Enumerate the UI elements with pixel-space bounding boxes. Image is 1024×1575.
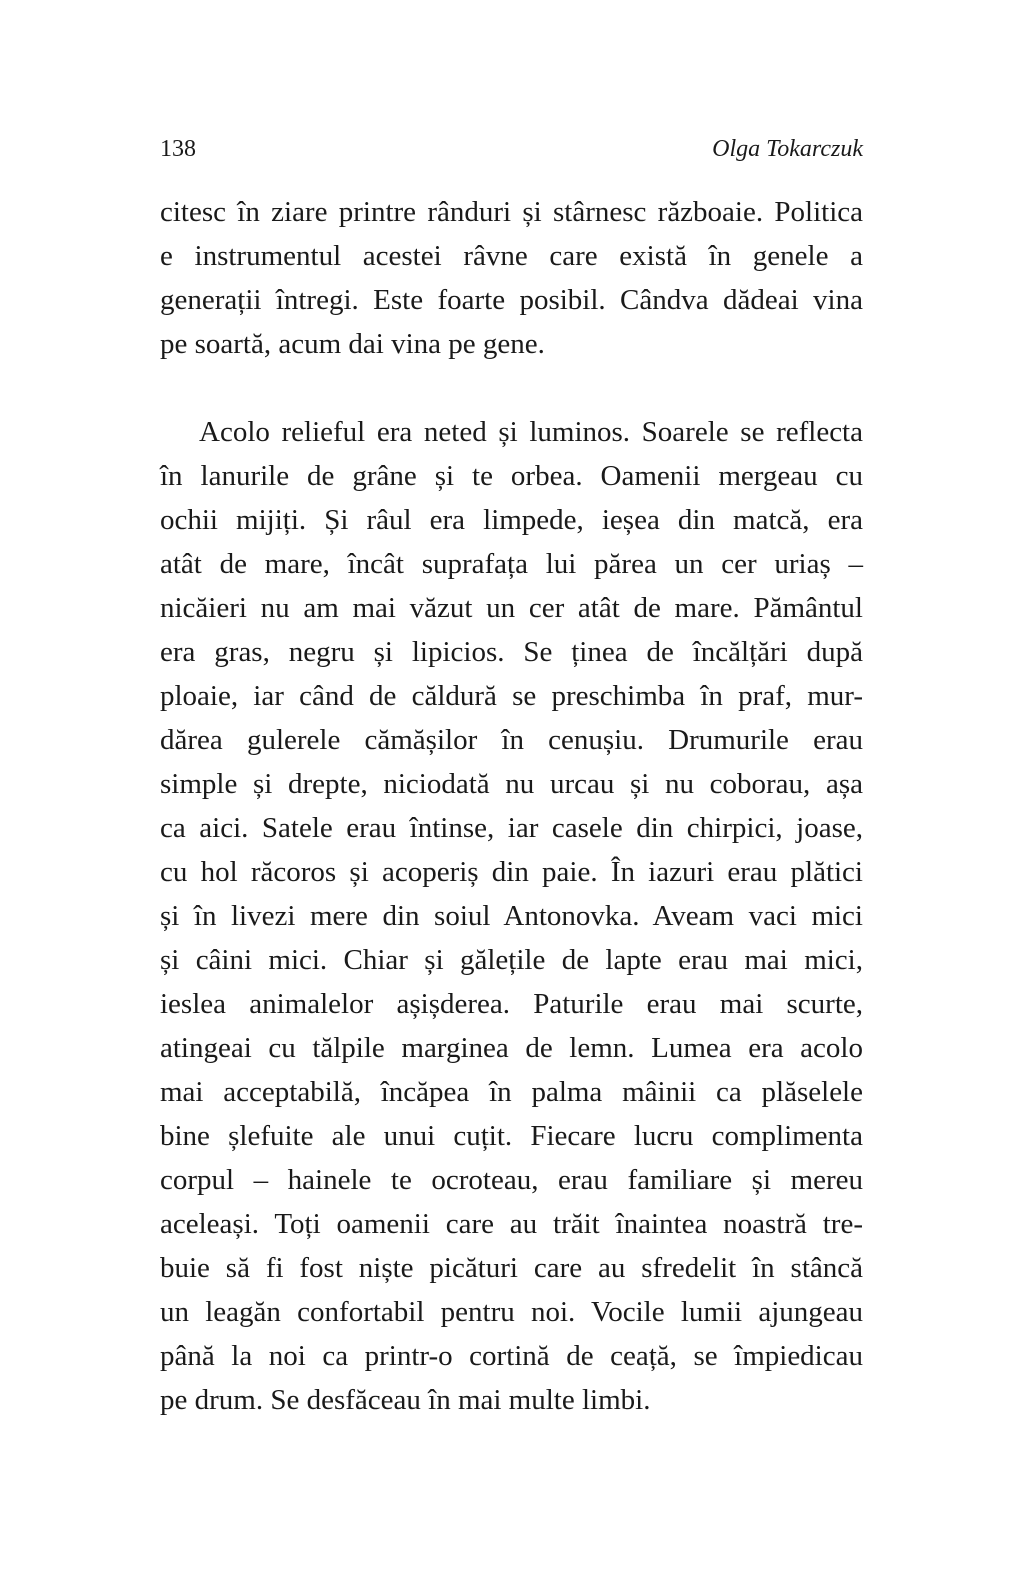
text-line: bine șlefuite ale unui cuțit. Fiecare lucru complimenta (160, 1120, 863, 1152)
text-line: cu hol răcoros și acoperiș din paie. În iazuri erau plătici (160, 856, 863, 888)
text-line: în lanurile de grâne și te orbea. Oamenii mergeau cu (160, 460, 863, 492)
text-line: ploaie, iar când de căldură se preschimba în praf, mur- (160, 680, 863, 712)
text-line: mai acceptabilă, încăpea în palma mâinii ca plăselele (160, 1076, 863, 1108)
page-number: 138 (160, 136, 196, 162)
running-head (160, 133, 863, 165)
text-line: era gras, negru și lipicios. Se ținea de încălțări după (160, 636, 863, 668)
text-line: până la noi ca printr-o cortină de ceață, se împiedicau (160, 1340, 863, 1372)
text-line: pe drum. Se desfăceau în mai multe limbi. (160, 1384, 651, 1416)
text-line: ochii mijiți. Și râul era limpede, ieșea din matcă, era (160, 504, 863, 536)
text-line: un leagăn confortabil pentru noi. Vocile lumii ajungeau (160, 1296, 863, 1328)
text-line: simple și drepte, niciodată nu urcau și nu coborau, așa (160, 768, 863, 800)
text-line: și în livezi mere din soiul Antonovka. Aveam vaci mici (160, 900, 863, 932)
text-line: generații întregi. Este foarte posibil. Cândva dădeai vina (160, 284, 863, 316)
text-line: ca aici. Satele erau întinse, iar casele din chirpici, joase, (160, 812, 863, 844)
text-line: Acolo relieful era neted și luminos. Soarele se reflecta (199, 416, 863, 448)
text-line: aceleași. Toți oamenii care au trăit înaintea noastră tre- (160, 1208, 863, 1240)
text-line: pe soartă, acum dai vina pe gene. (160, 328, 545, 360)
text-line: dărea gulerele cămășilor în cenușiu. Drumurile erau (160, 724, 863, 756)
text-line: ieslea animalelor așișderea. Paturile erau mai scurte, (160, 988, 863, 1020)
text-line: e instrumentul acestei râvne care există în genele a (160, 240, 863, 272)
text-line: atingeai cu tălpile marginea de lemn. Lumea era acolo (160, 1032, 863, 1064)
text-line: atât de mare, încât suprafața lui părea un cer uriaș – (160, 548, 863, 580)
text-line: și câini mici. Chiar și gălețile de lapte erau mai mici, (160, 944, 863, 976)
text-line: citesc în ziare printre rânduri și stârnesc războaie. Politica (160, 196, 863, 228)
text-line: corpul – hainele te ocroteau, erau familiare și mereu (160, 1164, 863, 1196)
text-line: buie să fi fost niște picături care au sfredelit în stâncă (160, 1252, 863, 1284)
text-line: nicăieri nu am mai văzut un cer atât de mare. Pământul (160, 592, 863, 624)
author-name: Olga Tokarczuk (712, 136, 863, 162)
